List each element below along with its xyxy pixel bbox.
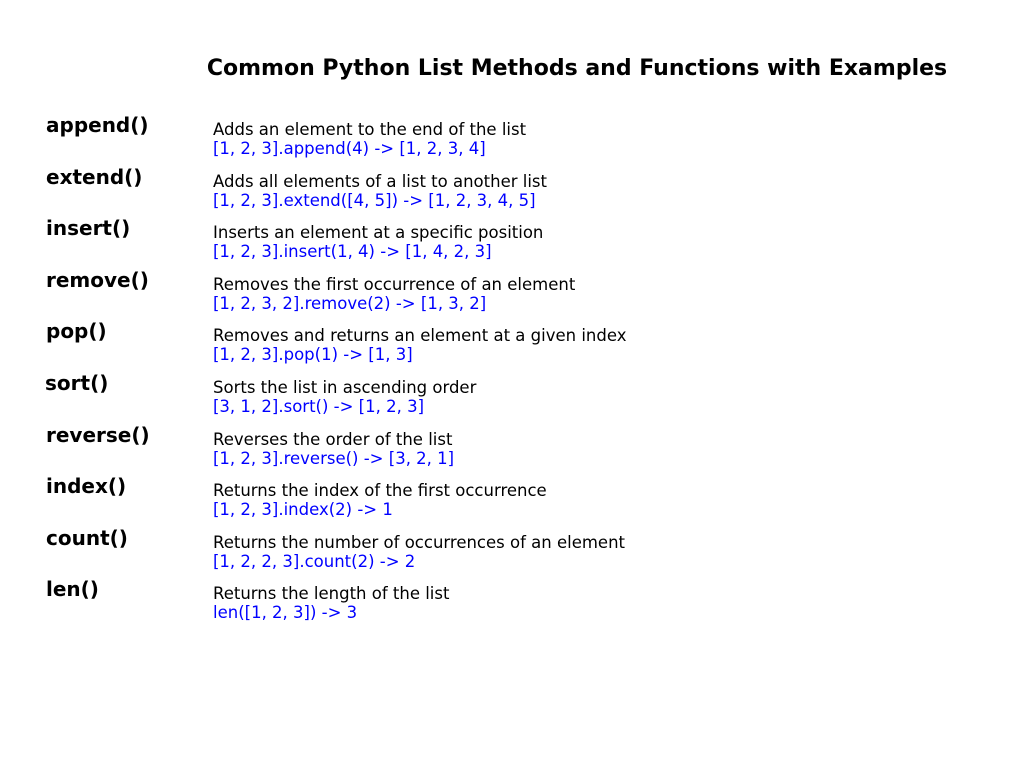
method-description: Returns the length of the list (213, 584, 450, 604)
list-item (0, 216, 1024, 268)
method-name: remove() (46, 267, 149, 292)
method-name: reverse() (46, 422, 150, 447)
method-name: extend() (46, 164, 143, 189)
method-description: Reverses the order of the list (213, 429, 453, 449)
method-list (0, 113, 1024, 629)
method-example: [1, 2, 3].insert(1, 4) -> [1, 4, 2, 3] (213, 242, 492, 262)
list-item (0, 474, 1024, 526)
list-item (0, 268, 1024, 320)
method-description: Removes the first occurrence of an element (213, 274, 576, 294)
method-name: insert() (46, 216, 131, 241)
method-description: Adds an element to the end of the list (213, 120, 527, 139)
method-example: [1, 2, 3].pop(1) -> [1, 3] (213, 345, 413, 365)
method-name: pop() (46, 319, 107, 344)
method-example: [1, 2, 3].index(2) -> 1 (213, 500, 393, 520)
list-item (0, 113, 1024, 165)
method-description: Removes and returns an element at a given index (213, 326, 627, 346)
page-title: Common Python List Methods and Functions with Examples (206, 56, 948, 81)
method-example: [3, 1, 2].sort() -> [1, 2, 3] (213, 396, 425, 416)
method-example: [1, 2, 3, 2].remove(2) -> [1, 3, 2] (213, 293, 487, 313)
method-description: Inserts an element at a specific position (213, 223, 544, 243)
list-item (0, 371, 1024, 423)
method-example: [1, 2, 3].extend([4, 5]) -> [1, 2, 3, 4, 5] (213, 190, 536, 210)
method-example: [1, 2, 3].append(4) -> [1, 2, 3, 4] (213, 139, 486, 158)
list-item (0, 319, 1024, 371)
method-name: sort() (45, 370, 109, 395)
method-name: index() (46, 474, 127, 499)
list-item (0, 577, 1024, 629)
list-item (0, 165, 1024, 217)
method-description: Returns the number of occurrences of an element (213, 532, 625, 552)
method-name: append() (46, 113, 149, 137)
method-description: Sorts the list in ascending order (213, 377, 477, 397)
method-example: [1, 2, 3].reverse() -> [3, 2, 1] (213, 448, 455, 468)
method-name: len() (46, 577, 99, 602)
list-item (0, 423, 1024, 475)
method-description: Adds all elements of a list to another list (213, 171, 547, 191)
method-example: [1, 2, 2, 3].count(2) -> 2 (213, 551, 416, 571)
list-item (0, 526, 1024, 578)
method-name: count() (46, 525, 128, 550)
method-example: len([1, 2, 3]) -> 3 (213, 603, 358, 623)
method-description: Returns the index of the first occurrence (213, 481, 547, 501)
